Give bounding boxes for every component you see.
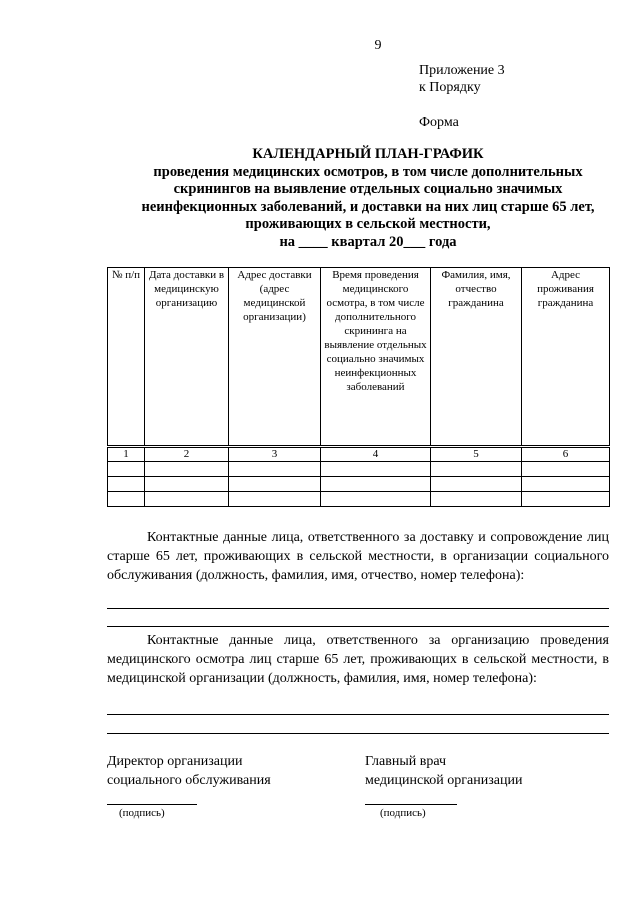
appendix-line-1: Приложение 3: [419, 63, 505, 78]
page-number: 9: [374, 38, 382, 53]
table-row: [108, 492, 610, 507]
appendix-reference: [419, 62, 505, 96]
table-cell: [145, 477, 229, 492]
table-cell: [229, 492, 321, 507]
contact-paragraph-medical: Контактные данные лица, ответственного за организацию проведения медицинского осмотра лиц старше 65 лет, проживающих в сельской местности, в медицинской организации (должность, фамилия, имя, номер телефона):: [107, 633, 609, 686]
signatory-title-line-2: медицинской организации: [365, 773, 523, 788]
table-row: [108, 477, 610, 492]
column-number-5: 5: [431, 447, 522, 462]
header-delivery-date: Дата доставки в медицинскую организацию: [145, 268, 229, 447]
signature-caption: (подпись): [380, 807, 426, 819]
table-header-row: [108, 268, 610, 447]
table-cell: [522, 462, 610, 477]
signatory-title-line-1: Главный врач: [365, 754, 447, 769]
fill-in-line: [107, 714, 609, 715]
table-cell: [522, 492, 610, 507]
table-cell: [431, 462, 522, 477]
appendix-line-2: к Порядку: [419, 80, 481, 95]
signature-block-social: [107, 752, 337, 790]
column-number-1: 1: [108, 447, 145, 462]
column-number-4: 4: [321, 447, 431, 462]
table-cell: [145, 492, 229, 507]
column-number-6: 6: [522, 447, 610, 462]
table-cell: [108, 462, 145, 477]
table-cell: [229, 477, 321, 492]
document-title: [90, 146, 640, 251]
header-delivery-address: Адрес доставки (адрес медицинской организации): [229, 268, 321, 447]
title-line-6: на ____ квартал 20___ года: [279, 233, 457, 250]
title-line-1: КАЛЕНДАРНЫЙ ПЛАН-ГРАФИК: [252, 146, 484, 162]
header-residence-address: Адрес проживания гражданина: [522, 268, 610, 447]
signature-line: [107, 804, 197, 805]
column-number-3: 3: [229, 447, 321, 462]
signature-line: [365, 804, 457, 805]
fill-in-line: [107, 608, 609, 609]
signatory-title-line-1: Директор организации: [107, 754, 243, 769]
header-number: № п/п: [108, 268, 145, 447]
table-cell: [431, 492, 522, 507]
header-exam-time: Время проведения медицинского осмотра, в том числе дополнительного скрининга на выявление отдельных социально значимых неинфекционных заболеваний: [321, 268, 431, 447]
title-line-2: проведения медицинских осмотров, в том числе дополнительных: [153, 163, 583, 180]
table-cell: [321, 462, 431, 477]
table-column-numbers-row: [108, 447, 610, 462]
table-row: [108, 462, 610, 477]
title-line-5: проживающих в сельской местности,: [245, 216, 491, 232]
signatory-title-line-2: социального обслуживания: [107, 773, 271, 788]
fill-in-line: [107, 626, 609, 627]
table-cell: [145, 462, 229, 477]
column-number-2: 2: [145, 447, 229, 462]
title-line-4: неинфекционных заболеваний, и доставки на них лиц старше 65 лет,: [141, 198, 595, 215]
table-cell: [321, 477, 431, 492]
signature-block-medical: [365, 752, 595, 790]
title-line-3: скринингов на выявление отдельных социально значимых: [173, 181, 563, 197]
form-label: Форма: [419, 115, 459, 130]
fill-in-line: [107, 733, 609, 734]
table-cell: [522, 477, 610, 492]
signature-caption: (подпись): [119, 807, 165, 819]
table-cell: [108, 492, 145, 507]
table-cell: [431, 477, 522, 492]
schedule-table: [107, 267, 610, 507]
contact-paragraph-delivery: Контактные данные лица, ответственного за доставку и сопровождение лиц старше 65 лет, проживающих в сельской местности, в организации социального обслуживания (должность, фамилия, имя, отчество, номер телефона):: [107, 530, 609, 583]
table-cell: [321, 492, 431, 507]
header-full-name: Фамилия, имя, отчество гражданина: [431, 268, 522, 447]
table-cell: [229, 462, 321, 477]
table-cell: [108, 477, 145, 492]
